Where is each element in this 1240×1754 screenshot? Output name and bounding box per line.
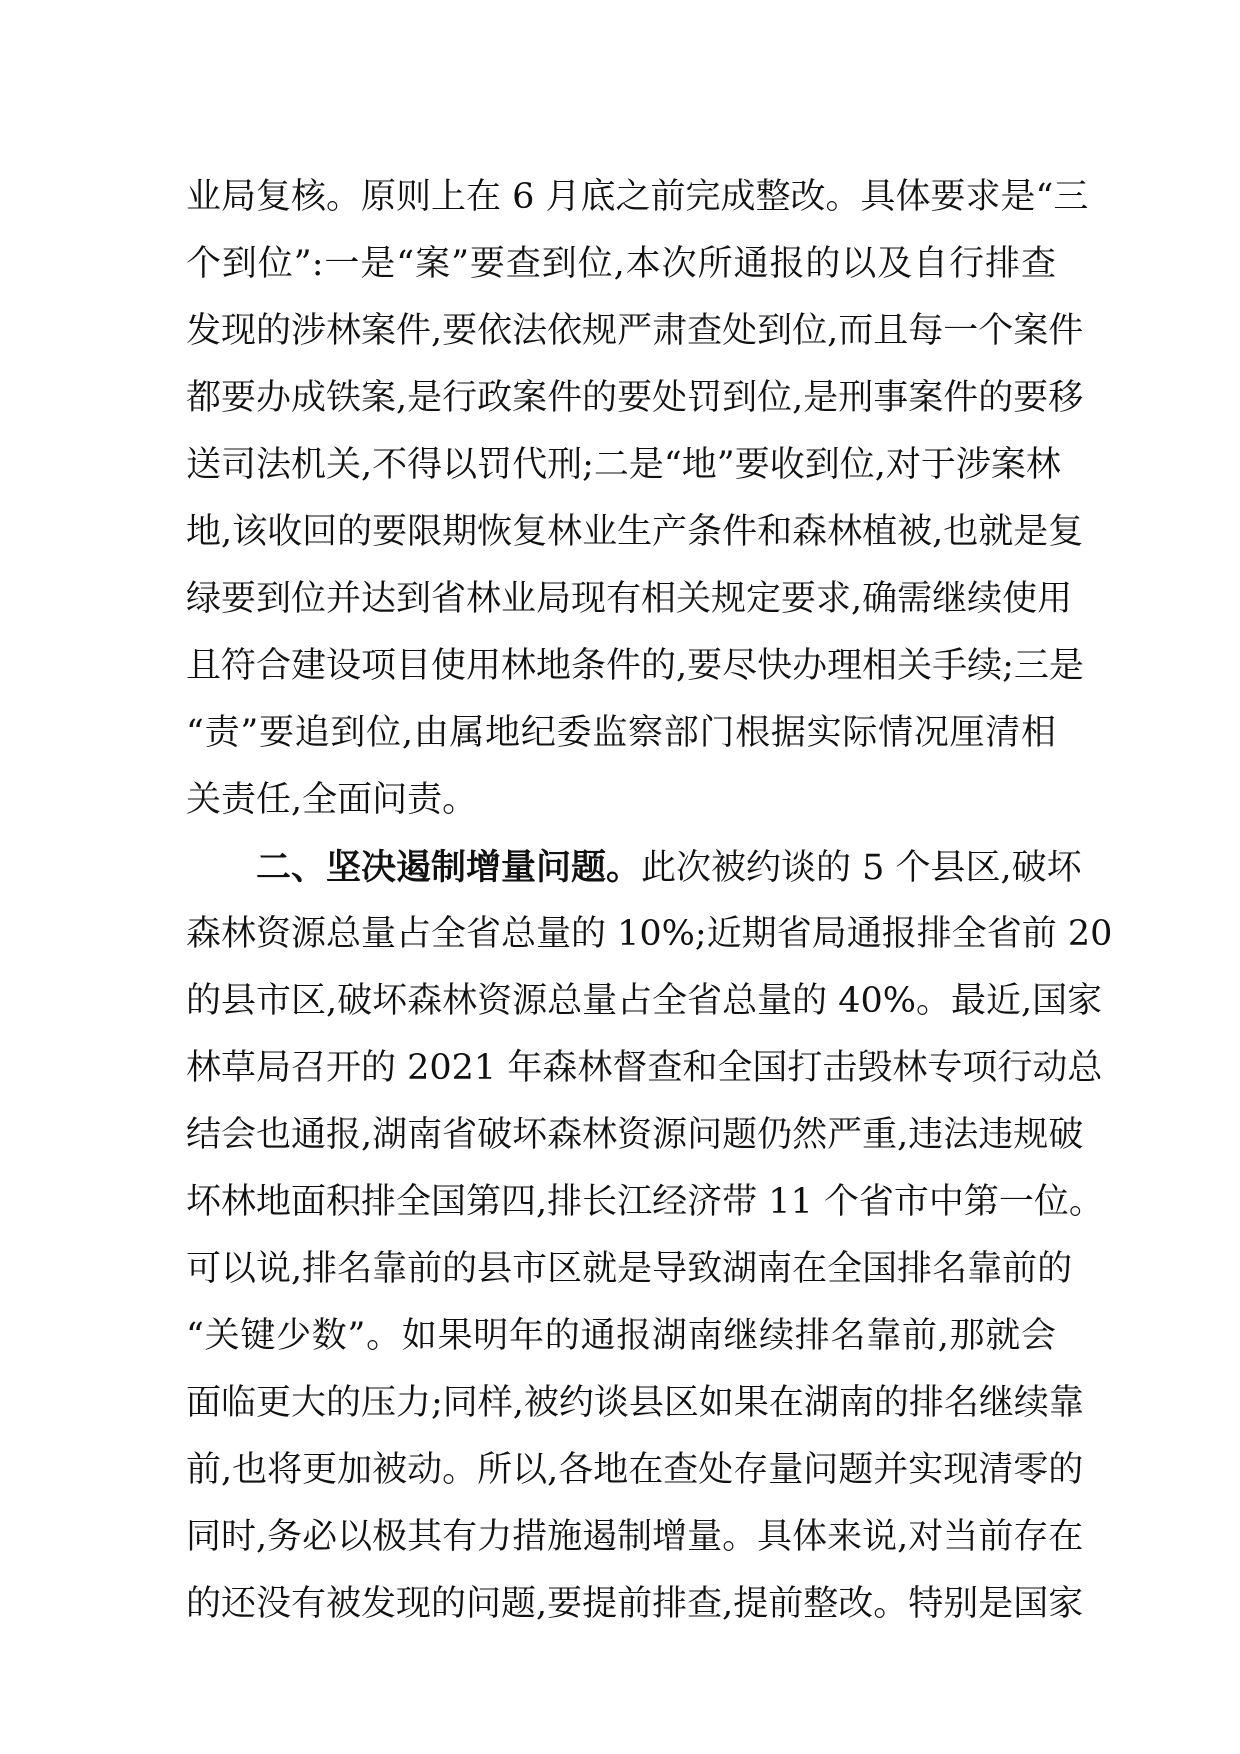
text-line: 森林资源总量占全省总量的 10%;近期省局通报排全省前 20	[186, 914, 1113, 954]
text-line: 林草局召开的 2021 年森林督查和全国打击毁林专项行动总	[186, 1048, 1103, 1088]
text-line: 的还没有被发现的问题,要提前排查,提前整改。特别是国家	[186, 1584, 1084, 1624]
text-line: 发现的涉林案件,要依法依规严肃查处到位,而且每一个案件	[186, 311, 1084, 351]
text-line: “责”要追到位,由属地纪委监察部门根据实际情况厘清相	[186, 713, 1056, 753]
text-line: 面临更大的压力;同样,被约谈县区如果在湖南的排名继续靠	[186, 1383, 1084, 1423]
text-line: 都要办成铁案,是行政案件的要处罚到位,是刑事案件的要移	[186, 378, 1084, 418]
document-body	[186, 164, 1113, 1638]
section-heading-continuation: 此次被约谈的 5 个县区,破坏	[641, 848, 1082, 888]
text-line: “关键少数”。如果明年的通报湖南继续排名靠前,那就会	[186, 1316, 1056, 1356]
text-line: 坏林地面积排全国第四,排长江经济带 11 个省市中第一位。	[186, 1182, 1104, 1222]
text-line: 地,该收回的要限期恢复林业生产条件和森林植被,也就是复	[186, 512, 1084, 552]
text-line: 送司法机关,不得以罚代刑;二是“地”要收到位,对于涉案林	[186, 445, 1061, 485]
text-line: 且符合建设项目使用林地条件的,要尽快办理相关手续;三是	[186, 646, 1084, 686]
text-line: 结会也通报,湖南省破坏森林资源问题仍然严重,违法违规破	[186, 1115, 1084, 1155]
section-heading-line	[186, 834, 1082, 901]
text-line: 绿要到位并达到省林业局现有相关规定要求,确需继续使用	[186, 579, 1073, 619]
text-line: 前,也将更加被动。所以,各地在查处存量问题并实现清零的	[186, 1450, 1084, 1490]
text-line: 个到位”:一是“案”要查到位,本次所通报的以及自行排查	[186, 244, 1056, 284]
text-line: 业局复核。原则上在 6 月底之前完成整改。具体要求是“三	[186, 177, 1089, 217]
text-line: 可以说,排名靠前的县市区就是导致湖南在全国排名靠前的	[186, 1249, 1073, 1289]
text-line: 同时,务必以极其有力措施遏制增量。具体来说,对当前存在	[186, 1517, 1084, 1557]
section-heading: 二、坚决遏制增量问题。	[256, 847, 642, 888]
text-line: 关责任,全面问责。	[186, 780, 478, 820]
text-line: 的县市区,破坏森林资源总量占全省总量的 40%。最近,国家	[186, 981, 1103, 1021]
